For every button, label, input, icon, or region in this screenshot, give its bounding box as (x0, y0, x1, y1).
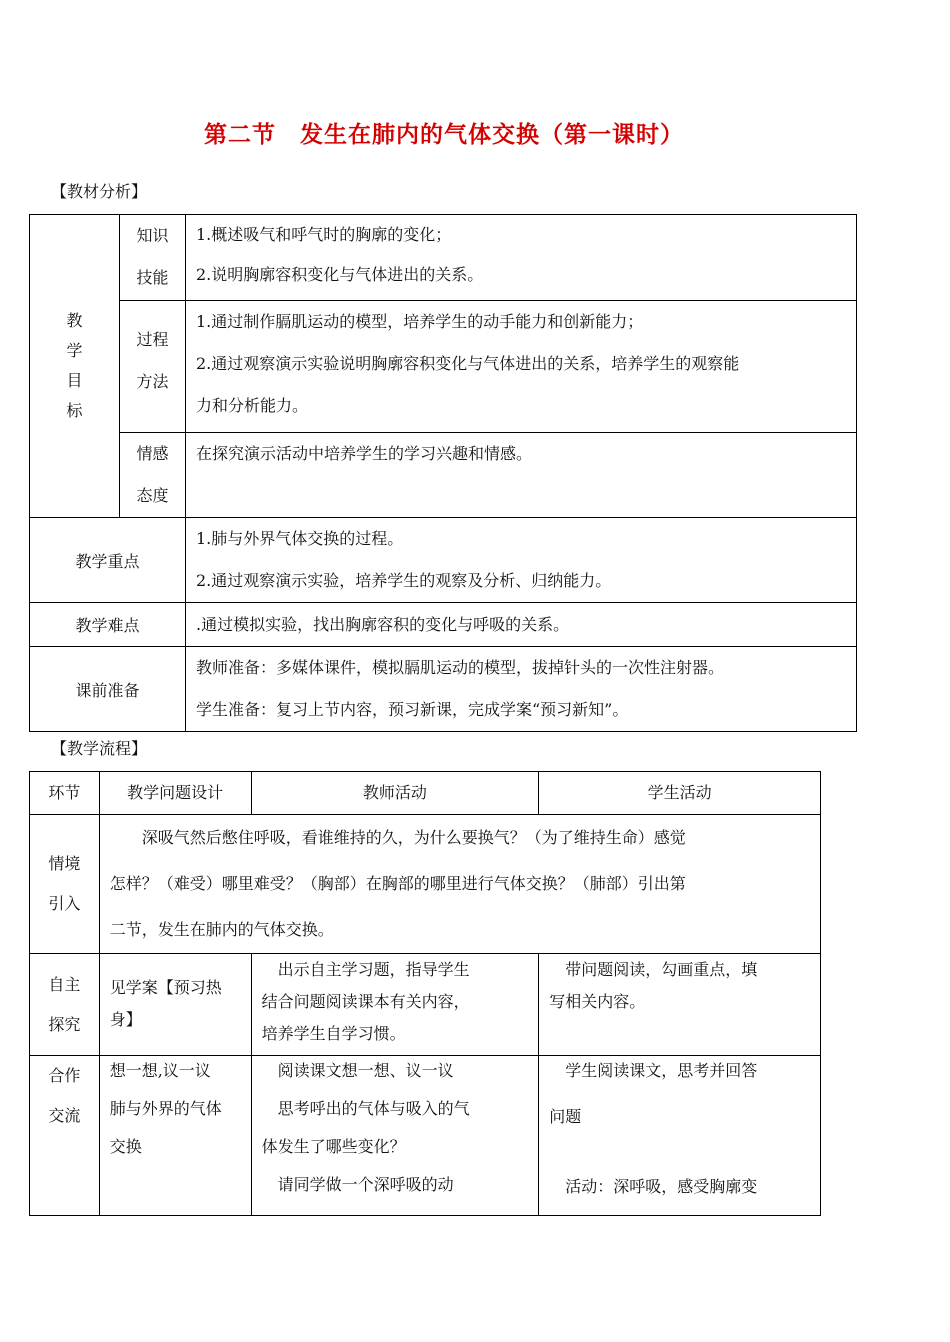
intro-content (99, 815, 820, 954)
content-line: 培养学生自学习惯。 (261, 1024, 406, 1043)
label-line: 情感 (136, 444, 169, 463)
content-line: 结合问题阅读课本有关内容， (261, 992, 470, 1011)
goal-knowledge-label (120, 215, 186, 301)
content-line: 出示自主学习题，指导学生 (261, 960, 470, 979)
content-line: 二节，发生在肺内的气体交换。 (109, 920, 334, 939)
label-line: 探究 (48, 1014, 81, 1034)
content-line: 体发生了哪些变化？ (261, 1137, 406, 1156)
goal-knowledge-content (186, 215, 857, 301)
content-line: 教师准备：多媒体课件，模拟膈肌运动的模型，拔掉针头的一次性注射器。 (196, 658, 725, 677)
header-problem: 教学问题设计 (99, 772, 251, 815)
goal-process-content (186, 301, 857, 433)
page-title: 第二节 发生在肺内的气体交换（第一课时） (204, 121, 684, 148)
goal-label-char: 教 (66, 311, 83, 330)
label-line: 情境 (48, 854, 81, 873)
header-student: 学生活动 (539, 772, 821, 815)
content-line: 请同学做一个深呼吸的动 (261, 1175, 454, 1194)
label-line: 方法 (136, 372, 169, 391)
self-study-problem (99, 954, 251, 1056)
key-points-content (186, 518, 857, 603)
content-line: 1.概述吸气和呼气时的胸廓的变化； (196, 225, 452, 244)
analysis-table (29, 214, 857, 732)
content-line: 肺与外界的气体 (109, 1099, 222, 1118)
content-line: 交换 (109, 1137, 142, 1156)
header-stage: 环节 (30, 772, 100, 815)
content-line: 带问题阅读，勾画重点，填 (549, 960, 758, 979)
difficult-label: 教学难点 (30, 603, 186, 647)
self-study-label (30, 954, 100, 1056)
goal-label (30, 215, 120, 518)
content-line: 写相关内容。 (549, 992, 646, 1011)
goal-label-char: 标 (66, 401, 83, 420)
prep-content (186, 647, 857, 732)
content-line: 思考呼出的气体与吸入的气 (261, 1099, 470, 1118)
content-line: 学生阅读课文，思考并回答 (549, 1061, 758, 1080)
label-line: 交流 (48, 1106, 81, 1125)
key-points-label: 教学重点 (30, 518, 186, 603)
label-line: 引入 (48, 894, 81, 913)
self-study-teacher (251, 954, 539, 1056)
content-line: 学生准备：复习上节内容，预习新课，完成学案“预习新知”。 (196, 700, 629, 719)
flow-heading: 【教学流程】 (51, 739, 148, 758)
self-study-student (539, 954, 821, 1056)
cooperation-student (539, 1056, 821, 1216)
label-line: 态度 (136, 486, 169, 505)
content-line: 阅读课文想一想、议一议 (261, 1061, 454, 1080)
content-line: 身】 (109, 1010, 142, 1029)
label-line: 知识 (136, 226, 169, 245)
flow-table (29, 771, 821, 1216)
goal-attitude-label (120, 433, 186, 518)
content-line: 问题 (549, 1107, 582, 1126)
label-line: 合作 (48, 1066, 81, 1085)
header-teacher: 教师活动 (251, 772, 539, 815)
content-line: 想一想,议一议 (109, 1061, 211, 1080)
goal-label-char: 学 (66, 341, 83, 360)
content-line: 力和分析能力。 (196, 396, 309, 415)
content-line: 在探究演示活动中培养学生的学习兴趣和情感。 (196, 444, 533, 463)
content-line: 1.肺与外界气体交换的过程。 (196, 529, 404, 548)
content-line: 见学案【预习热 (109, 978, 222, 997)
cooperation-teacher (251, 1056, 539, 1216)
label-line: 自主 (48, 974, 81, 994)
label-line: 过程 (136, 330, 169, 349)
content-line: 2.说明胸廓容积变化与气体进出的关系。 (196, 265, 484, 284)
analysis-heading: 【教材分析】 (51, 182, 148, 201)
content-line: 活动：深呼吸，感受胸廓变 (549, 1177, 758, 1196)
content-line: 2.通过观察演示实验，培养学生的观察及分析、归纳能力。 (196, 571, 612, 590)
content-line: .通过模拟实验，找出胸廓容积的变化与呼吸的关系。 (196, 614, 570, 634)
content-line: 1.通过制作膈肌运动的模型，培养学生的动手能力和创新能力； (196, 312, 644, 331)
cooperation-label (30, 1056, 100, 1216)
content-line: 深吸气然后憋住呼吸，看谁维持的久，为什么要换气？（为了维持生命）感觉 (109, 828, 686, 847)
goal-process-label (120, 301, 186, 433)
intro-label (30, 815, 100, 954)
goal-label-char: 目 (66, 371, 83, 390)
prep-label: 课前准备 (30, 647, 186, 732)
content-line: 2.通过观察演示实验说明胸廓容积变化与气体进出的关系，培养学生的观察能 (196, 354, 740, 373)
cooperation-problem (99, 1056, 251, 1216)
difficult-content (186, 603, 857, 647)
label-line: 技能 (136, 268, 169, 287)
content-line: 怎样？（难受）哪里难受？（胸部）在胸部的哪里进行气体交换？（肺部）引出第 (109, 874, 686, 893)
goal-attitude-content (186, 433, 857, 518)
